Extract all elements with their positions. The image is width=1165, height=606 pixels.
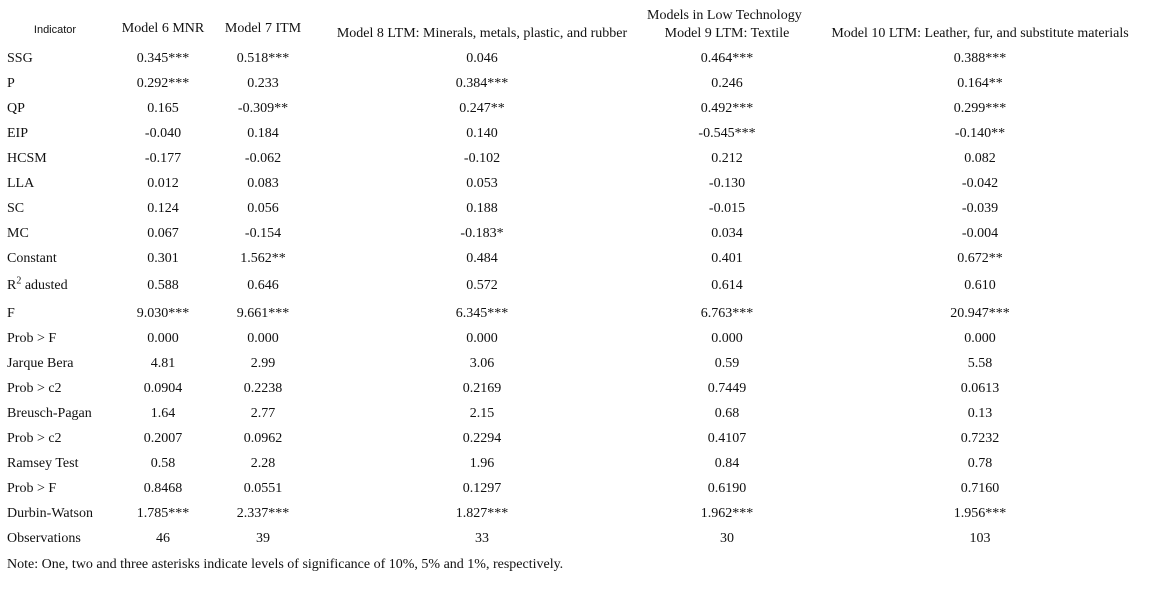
group-header-row [0,0,1160,26]
header-model-8: Model 8 LTM: Minerals, metals, plastic, and rubber [336,26,628,41]
header-indicator: Indicator [33,24,77,36]
row-label-text: Prob > F [7,330,57,346]
table-cell: 0.388*** [953,50,1007,66]
table-cell: 0.0613 [960,380,1000,396]
table-cell: 1.962*** [700,505,754,521]
table-cell: 0.6190 [707,480,747,496]
table-row [0,501,1160,526]
table-cell: 0.588 [147,278,179,293]
table-cell: 0.572 [466,278,498,293]
table-cell: 0.000 [247,330,279,346]
table-cell: 0.2238 [243,380,283,396]
row-label-text: Durbin-Watson [7,505,93,521]
table-row [0,426,1160,451]
table-row [0,476,1160,501]
table-cell: 0.301 [147,250,179,266]
row-label-text: LLA [7,175,35,191]
table-cell: 0.292*** [136,75,190,91]
row-label [0,351,110,376]
table-cell: 20.947*** [950,305,1010,321]
row-label-text: QP [7,100,25,116]
table-cell: -0.177 [144,150,182,166]
row-label [0,476,110,501]
table-row [0,71,1160,96]
table-cell: 46 [156,530,170,546]
table-cell: 0.78 [967,455,993,471]
table-cell: 1.562** [240,250,286,266]
table-cell: 0.299*** [953,100,1007,116]
table-cell: 0.646 [247,278,279,293]
row-label-text: EIP [7,125,28,141]
table-cell: 2.77 [250,405,276,421]
table-cell: -0.545*** [698,125,756,141]
table-cell: -0.130 [708,175,746,191]
row-label [0,196,110,221]
table-cell: 1.64 [150,405,176,421]
table-cell: 1.956*** [953,505,1007,521]
table-cell: 0.053 [466,175,498,191]
superscript: 2 [16,275,22,287]
table-cell: 0.1297 [462,480,502,496]
row-label [0,326,110,351]
table-cell: 0.13 [967,405,993,421]
row-label-text: Prob > c2 [7,380,62,396]
table-cell: 0.59 [714,355,740,371]
table-cell: 2.28 [250,455,276,471]
table-cell: 0.188 [466,200,498,216]
table-cell: 0.124 [147,200,179,216]
row-label [0,451,110,476]
row-label [0,376,110,401]
table-cell: -0.183* [460,225,504,241]
table-cell: 0.212 [711,150,743,166]
table-row [0,451,1160,476]
header-model-7: Model 7 ITM [224,21,302,36]
table-cell: 2.99 [250,355,276,371]
table-cell: 0.484 [466,250,498,266]
header-model-9: Model 9 LTM: Textile [664,26,790,41]
table-cell: 0.0551 [243,480,283,496]
table-cell: 0.2294 [462,430,502,446]
table-cell: 0.58 [150,455,176,471]
table-cell: 0.082 [964,150,996,166]
table-cell: 0.034 [711,225,743,241]
row-label-text: HCSM [7,150,47,166]
table-cell: 0.610 [964,278,996,293]
row-label-text: Observations [7,530,81,546]
table-cell: 30 [720,530,734,546]
table-row [0,326,1160,351]
table-row [0,196,1160,221]
table-cell: 0.384*** [455,75,509,91]
row-label [0,171,110,196]
table-cell: -0.140** [954,125,1006,141]
row-label [0,271,110,301]
table-cell: 0.2007 [143,430,183,446]
table-cell: 0.140 [466,125,498,141]
row-label [0,121,110,146]
table-cell: 0.000 [711,330,743,346]
row-label [0,501,110,526]
table-cell: 1.827*** [455,505,509,521]
table-cell: 9.030*** [136,305,190,321]
table-cell: 0.083 [247,175,279,191]
table-cell: 0.056 [247,200,279,216]
row-label-text: Prob > c2 [7,430,62,446]
table-cell: -0.039 [961,200,999,216]
table-row [0,121,1160,146]
table-cell: 2.15 [469,405,495,421]
row-label [0,96,110,121]
table-cell: 39 [256,530,270,546]
table-cell: 0.000 [147,330,179,346]
row-label-text: SSG [7,50,33,66]
row-label [0,426,110,451]
table-cell: 0.84 [714,455,740,471]
table-cell: 0.184 [247,125,279,141]
table-cell: 0.7449 [707,380,747,396]
row-label [0,301,110,326]
row-label [0,146,110,171]
table-cell: 0.7160 [960,480,1000,496]
row-label-text: P [7,75,15,91]
row-label-text: MC [7,225,29,241]
row-label-text: Constant [7,250,57,266]
table-cell: 103 [969,530,991,546]
table-cell: 0.165 [147,100,179,116]
table-row [0,301,1160,326]
table-cell: 4.81 [150,355,176,371]
table-cell: 5.58 [967,355,993,371]
table-cell: 0.492*** [700,100,754,116]
row-label-text: Ramsey Test [7,455,79,471]
table-row [0,401,1160,426]
table-row [0,351,1160,376]
table-cell: 0.246 [711,75,743,91]
table-cell: 0.2169 [462,380,502,396]
table-cell: 2.337*** [236,505,290,521]
table-cell: 0.233 [247,75,279,91]
table-cell: -0.004 [961,225,999,241]
table-cell: 6.763*** [700,305,754,321]
table-cell: 0.046 [466,50,498,66]
table-cell: 3.06 [469,355,495,371]
table-row [0,526,1160,551]
row-label-text: Prob > F [7,480,57,496]
table-cell: -0.062 [244,150,282,166]
table-cell: 0.247** [459,100,505,116]
table-cell: 0.012 [147,175,179,191]
header-model-10: Model 10 LTM: Leather, fur, and substitute materials [831,26,1129,41]
row-label-text: Breusch-Pagan [7,405,92,421]
row-label [0,71,110,96]
table-cell: 0.0962 [243,430,283,446]
table-cell: 0.518*** [236,50,290,66]
table-row [0,221,1160,246]
table-cell: 1.785*** [136,505,190,521]
row-label-text: Jarque Bera [7,355,74,371]
table-cell: -0.042 [961,175,999,191]
table-cell: -0.309** [237,100,289,116]
table-row [0,271,1160,301]
row-label [0,526,110,551]
table-cell: 0.0904 [143,380,183,396]
table-cell: -0.040 [144,125,182,141]
header-model-6: Model 6 MNR [121,21,205,36]
table-cell: 0.672** [957,250,1003,266]
table-cell: 33 [475,530,489,546]
table-cell: 0.464*** [700,50,754,66]
table-cell: 0.164** [957,75,1003,91]
table-cell: 0.68 [714,405,740,421]
table-cell: 9.661*** [236,305,290,321]
row-label [0,46,110,71]
table-cell: 0.4107 [707,430,747,446]
row-label-text: F [7,305,15,321]
table-cell: 1.96 [469,455,495,471]
table-cell: -0.154 [244,225,282,241]
row-label [0,246,110,271]
table-cell: 0.067 [147,225,179,241]
table-row [0,146,1160,171]
table-cell: 0.000 [964,330,996,346]
table-row [0,171,1160,196]
row-label-text: SC [7,200,25,216]
table-cell: 0.401 [711,250,743,266]
table-cell: 0.8468 [143,480,183,496]
table-cell: 6.345*** [455,305,509,321]
table-row [0,96,1160,121]
table-cell: 0.000 [466,330,498,346]
row-label [0,221,110,246]
table-cell: -0.102 [463,150,501,166]
table-cell: 0.7232 [960,430,1000,446]
group-header: Models in Low Technology [647,8,802,23]
table-cell: 0.614 [711,278,743,293]
row-label-text: R [7,278,17,293]
table-cell: -0.015 [708,200,746,216]
table-row [0,376,1160,401]
table-row [0,46,1160,71]
table-cell: 0.345*** [136,50,190,66]
row-label-suffix: adusted [21,278,68,293]
footnote: Note: One, two and three asterisks indicate levels of significance of 10%, 5% and 1%, respectively. [7,557,564,572]
row-label [0,401,110,426]
table-row [0,246,1160,271]
